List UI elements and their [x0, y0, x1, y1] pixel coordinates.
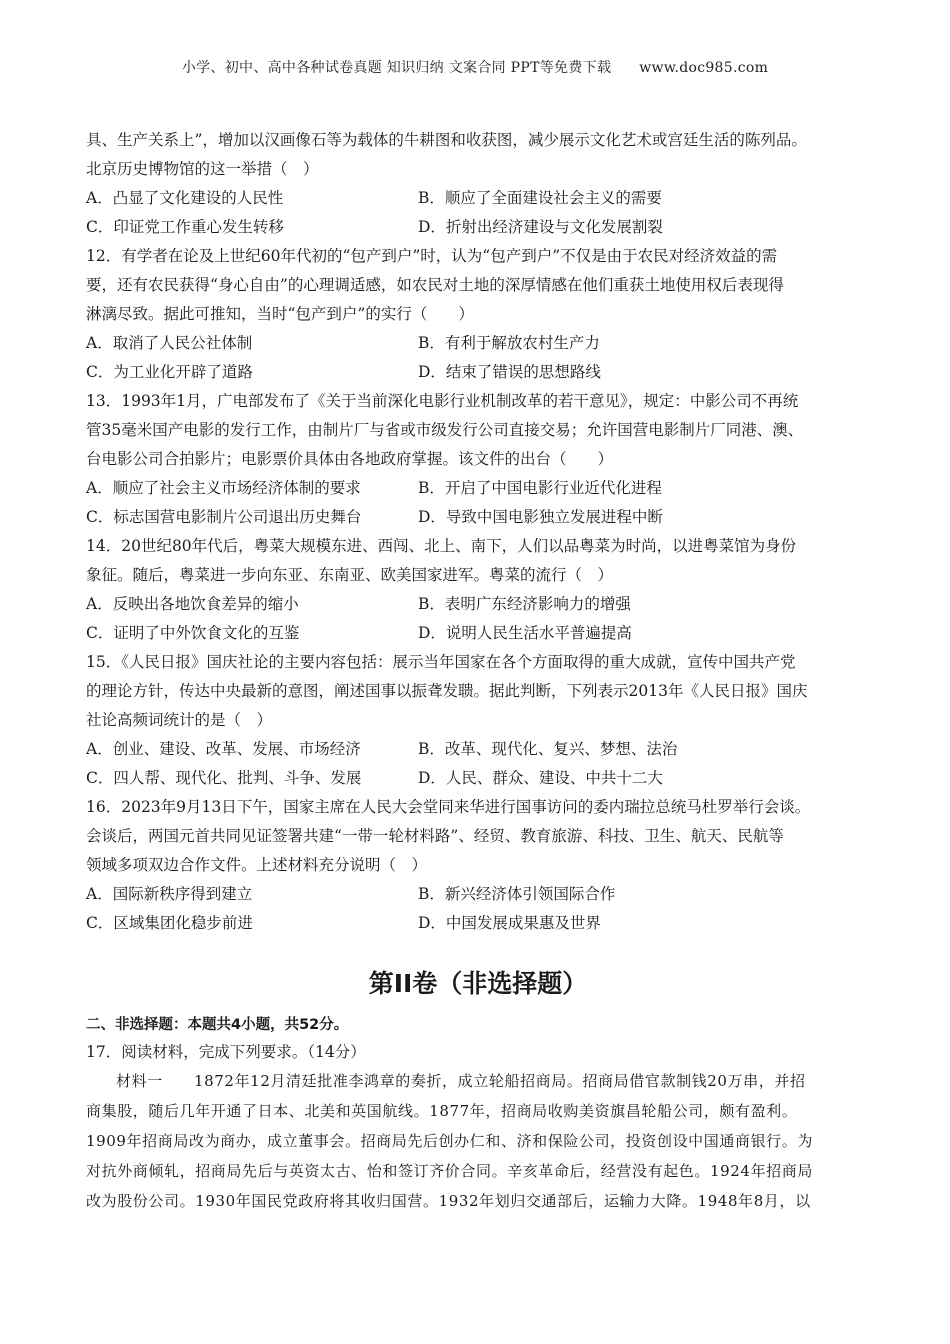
option-d: D．人民、群众、建设、中共十二大	[418, 769, 663, 787]
question-stem-line: 要，还有农民获得“身心自由”的心理调适感，如农民对土地的深厚情感在他们重获土地使用权后表现得	[86, 276, 784, 294]
option-c: C．标志国营电影制片公司退出历史舞台	[86, 508, 362, 526]
question-stem-line: 淋漓尽致。据此可推知，当时“包产到户”的实行（ ）	[86, 305, 474, 323]
page-content	[86, 126, 870, 1216]
question-stem-line: 象征。随后，粤菜进一步向东亚、东南亚、欧美国家进军。粤菜的流行（ ）	[86, 566, 614, 584]
question-stem-line: 会谈后，两国元首共同见证签署共建“一带一轮材料路”、经贸、教育旅游、科技、卫生、航天、民航等	[86, 827, 784, 845]
option-b: B．新兴经济体引领国际合作	[418, 885, 616, 903]
option-b: B．改革、现代化、复兴、梦想、法治	[418, 740, 678, 758]
option-a: A．凸显了文化建设的人民性	[86, 189, 284, 207]
option-row	[86, 909, 870, 938]
question-13	[86, 387, 870, 532]
material-line: 材料一 1872年12月清廷批准李鸿章的奏折，成立轮船招商局。招商局借官款制钱20万串，并招	[116, 1072, 806, 1090]
option-a: A．国际新秩序得到建立	[86, 885, 253, 903]
section-title: 第II卷（非选择题）	[368, 969, 588, 998]
option-c: C．印证党工作重心发生转移	[86, 218, 284, 236]
question-stem-line: 管35毫米国产电影的发行工作，由制片厂与省或市级发行公司直接交易；允许国营电影制片厂同港、澳、	[86, 421, 804, 439]
question-11	[86, 126, 870, 242]
option-a: A．创业、建设、改革、发展、市场经济	[86, 740, 361, 758]
option-row	[86, 619, 870, 648]
header-url[interactable]: www.doc985.com	[639, 60, 769, 76]
option-row	[86, 184, 870, 213]
question-14	[86, 532, 870, 648]
material-line: 商集股，随后几年开通了日本、北美和英国航线。1877年，招商局收购美资旗昌轮船公司，颇有盈利。	[86, 1102, 798, 1120]
option-b: B．表明广东经济影响力的增强	[418, 595, 631, 613]
question-stem-line: 北京历史博物馆的这一举措（ ）	[86, 160, 319, 178]
option-d: D．导致中国电影独立发展进程中断	[418, 508, 663, 526]
question-stem-line: 14．20世纪80年代后，粤菜大规模东进、西闯、北上、南下，人们以品粤菜为时尚，以进粤菜馆为身份	[86, 537, 797, 555]
question-16	[86, 793, 870, 938]
question-prompt: 17．阅读材料，完成下列要求。（14分）	[86, 1043, 366, 1061]
question-stem-line: 具、生产关系上”，增加以汉画像石等为载体的牛耕图和收获图，减少展示文化艺术或宫廷生活的陈列品。	[86, 131, 807, 149]
question-17	[86, 1039, 870, 1216]
option-c: C．四人帮、现代化、批判、斗争、发展	[86, 769, 362, 787]
option-c: C．为工业化开辟了道路	[86, 363, 253, 381]
question-stem-line: 15．《人民日报》国庆社论的主要内容包括：展示当年国家在各个方面取得的重大成就，宣传中国共产党	[86, 653, 796, 671]
option-b: B．有利于解放农村生产力	[418, 334, 600, 352]
option-d: D．说明人民生活水平普遍提高	[418, 624, 632, 642]
option-c: C．区域集团化稳步前进	[86, 914, 253, 932]
option-d: D．中国发展成果惠及世界	[418, 914, 601, 932]
question-12	[86, 242, 870, 387]
option-row	[86, 329, 870, 358]
question-stem-line: 16．2023年9月13日下午，国家主席在人民大会堂同来华进行国事访问的委内瑞拉总统马杜罗举行会谈。	[86, 798, 811, 816]
material-line: 对抗外商倾轧，招商局先后与英资太古、怡和签订齐价合同。辛亥革命后，经营没有起色。1924年招商局	[86, 1162, 813, 1180]
question-stem-line: 社论高频词统计的是（ ）	[86, 711, 273, 729]
option-d: D．折射出经济建设与文化发展割裂	[418, 218, 663, 236]
option-row	[86, 213, 870, 242]
page-header	[0, 57, 950, 77]
option-a: A．取消了人民公社体制	[86, 334, 253, 352]
question-stem-line: 的理论方针，传达中央最新的意图，阐述国事以振聋发聩。据此判断，下列表示2013年《人民日报》国庆	[86, 682, 808, 700]
material-line: 1909年招商局改为商办，成立董事会。招商局先后创办仁和、济和保险公司，投资创设中国通商银行。为	[86, 1132, 813, 1150]
question-stem-line: 领域多项双边合作文件。上述材料充分说明（ ）	[86, 856, 428, 874]
header-text: 小学、初中、高中各种试卷真题 知识归纳 文案合同 PPT等免费下载	[181, 60, 612, 76]
option-row	[86, 880, 870, 909]
section-subheading: 二、非选择题：本题共4小题，共52分。	[86, 1017, 349, 1033]
option-d: D．结束了错误的思想路线	[418, 363, 601, 381]
option-b: B．开启了中国电影行业近代化进程	[418, 479, 662, 497]
question-stem-line: 台电影公司合拍影片；电影票价具体由各地政府掌握。该文件的出台（ ）	[86, 450, 614, 468]
option-a: A．反映出各地饮食差异的缩小	[86, 595, 299, 613]
question-stem-line: 12．有学者在论及上世纪60年代初的“包产到户”时，认为“包产到户”不仅是由于农民对经济效益的需	[86, 247, 778, 265]
question-15	[86, 648, 870, 793]
option-row	[86, 764, 870, 793]
option-row	[86, 503, 870, 532]
question-stem-line: 13．1993年1月，广电部发布了《关于当前深化电影行业机制改革的若干意见》，规定：中影公司不再统	[86, 392, 799, 410]
material-passage	[86, 1066, 870, 1216]
option-row	[86, 358, 870, 387]
material-line: 改为股份公司。1930年国民党政府将其收归国营。1932年划归交通部后，运输力大降。1948年8月，以	[86, 1192, 811, 1210]
option-b: B．顺应了全面建设社会主义的需要	[418, 189, 662, 207]
option-row	[86, 735, 870, 764]
option-c: C．证明了中外饮食文化的互鉴	[86, 624, 300, 642]
option-a: A．顺应了社会主义市场经济体制的要求	[86, 479, 361, 497]
option-row	[86, 590, 870, 619]
option-row	[86, 474, 870, 503]
